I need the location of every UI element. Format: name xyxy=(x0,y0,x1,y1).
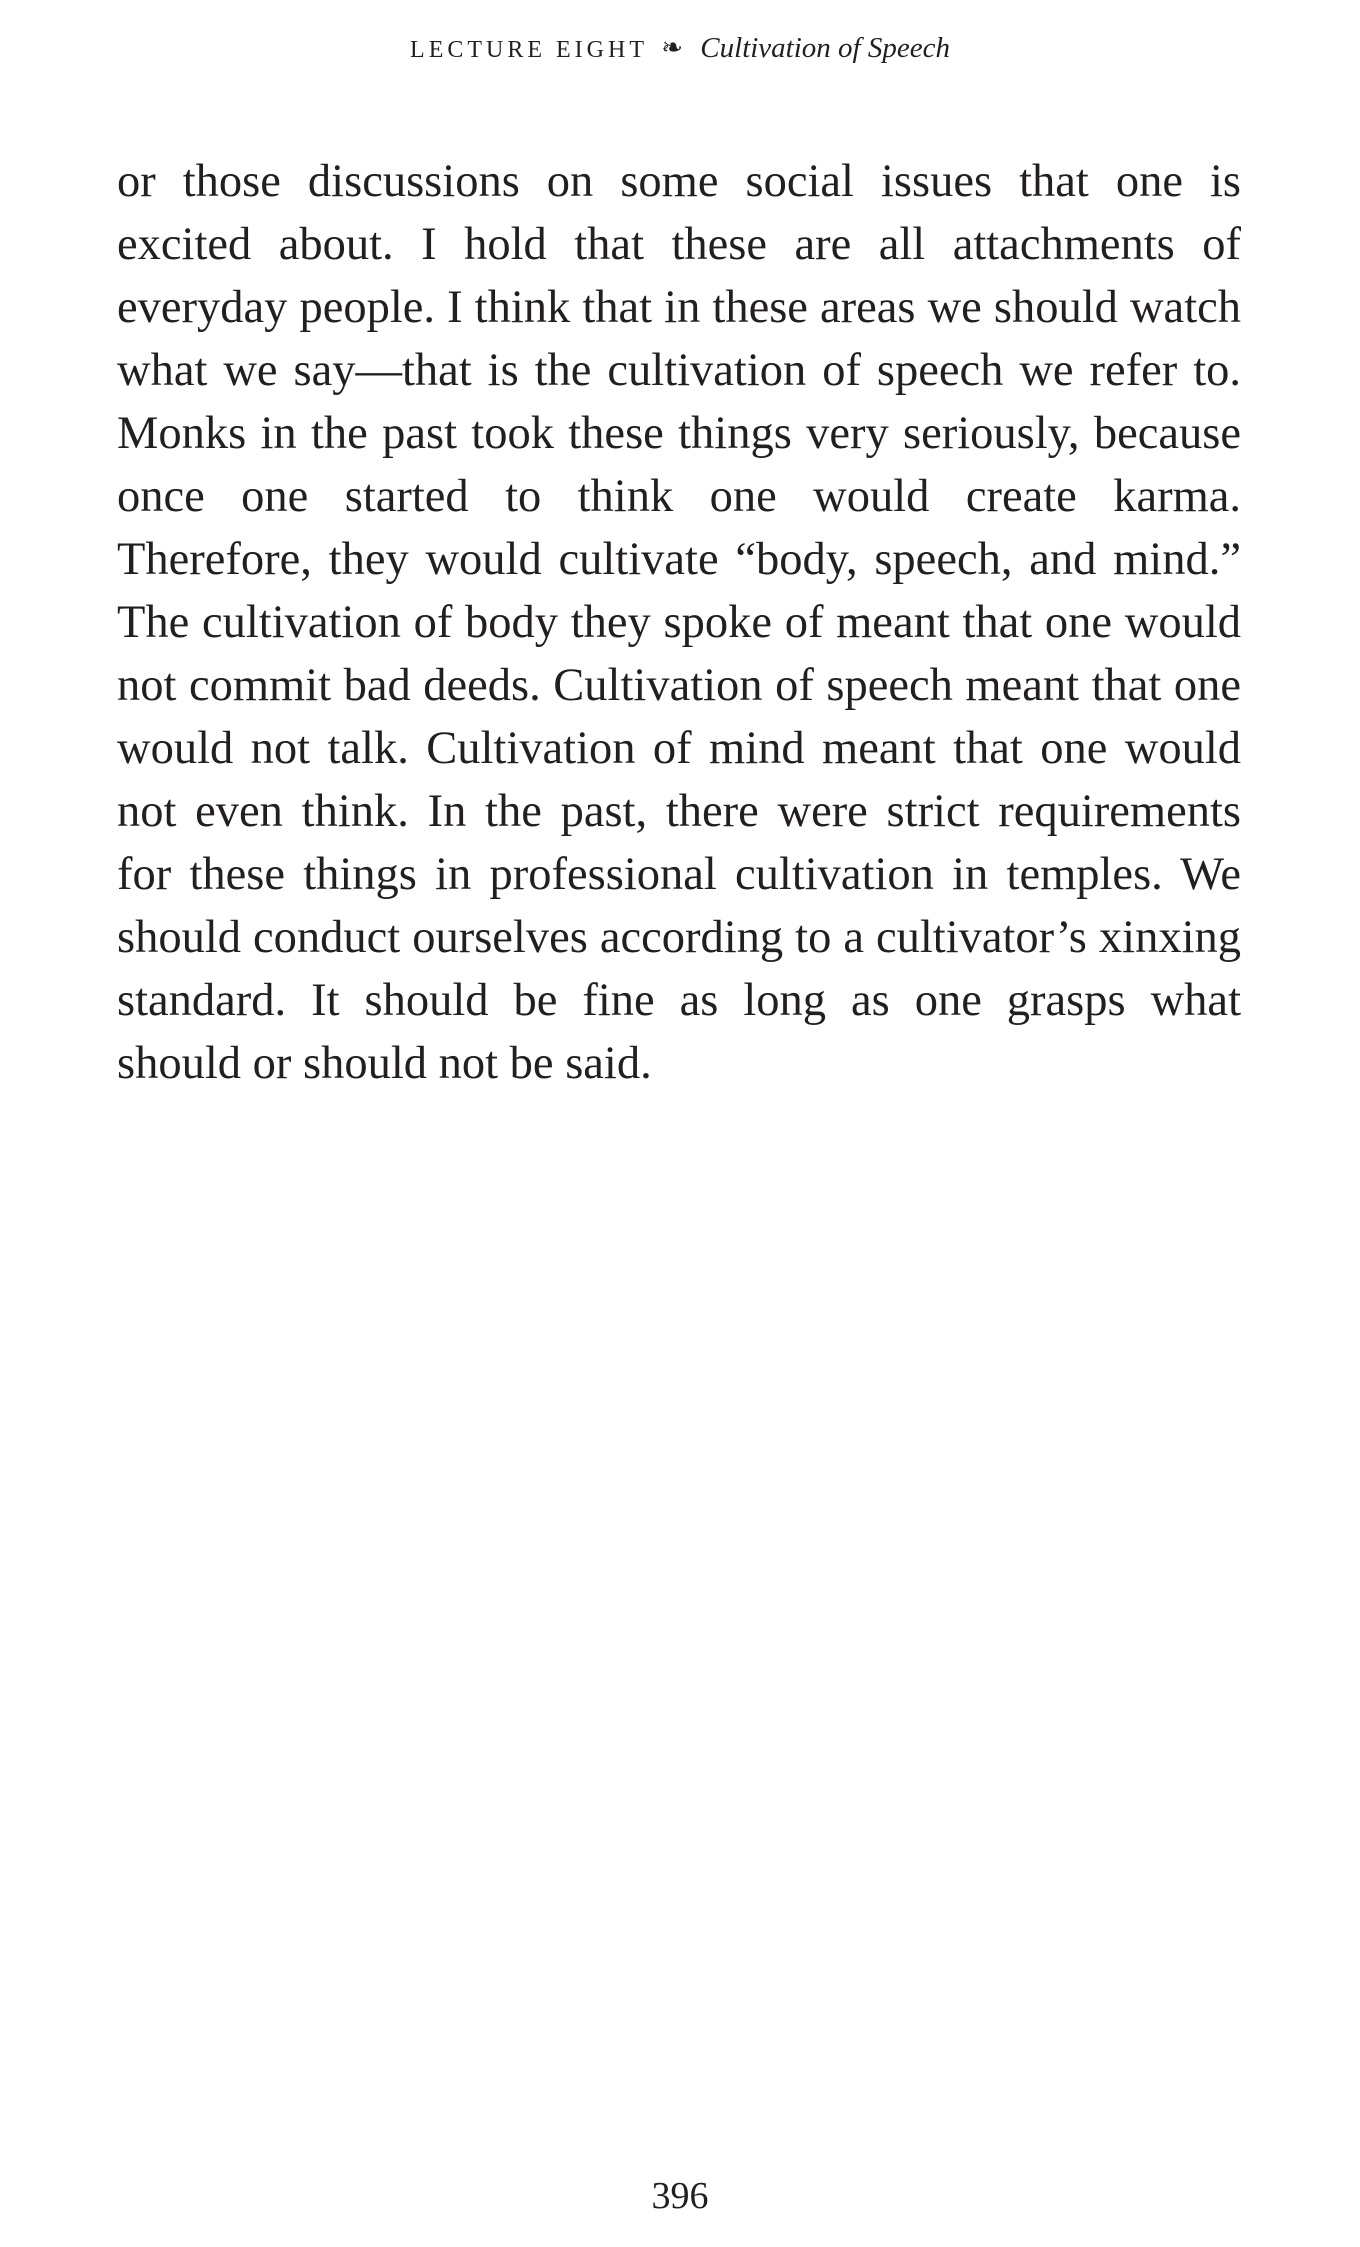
running-head-chapter: LECTURE EIGHT xyxy=(410,37,648,63)
fleuron-icon: ❧ xyxy=(661,33,684,62)
running-head xyxy=(0,28,1360,70)
running-head-title: Cultivation of Speech xyxy=(700,32,950,64)
body-paragraph: or those discussions on some social issues that one is excited about. I hold that these are all attachments of everyday people. I think that in these areas we should watch what we say—that is the cultivation of speech we refer to. Monks in the past took these things very seriously, because once one started to think one would create karma. Therefore, they would cultivate “body, speech, and mind.” The cultivation of body they spoke of meant that one would not commit bad deeds. Cultivation of speech meant that one would not talk. Cultivation of mind meant that one would not even think. In the past, there were strict requirements for these things in professional cultivation in temples. We should conduct ourselves according to a cultivator’s xinxing standard. It should be fine as long as one grasps what should or should not be said. xyxy=(117,156,1241,1089)
page-number: 396 xyxy=(651,2175,709,2217)
